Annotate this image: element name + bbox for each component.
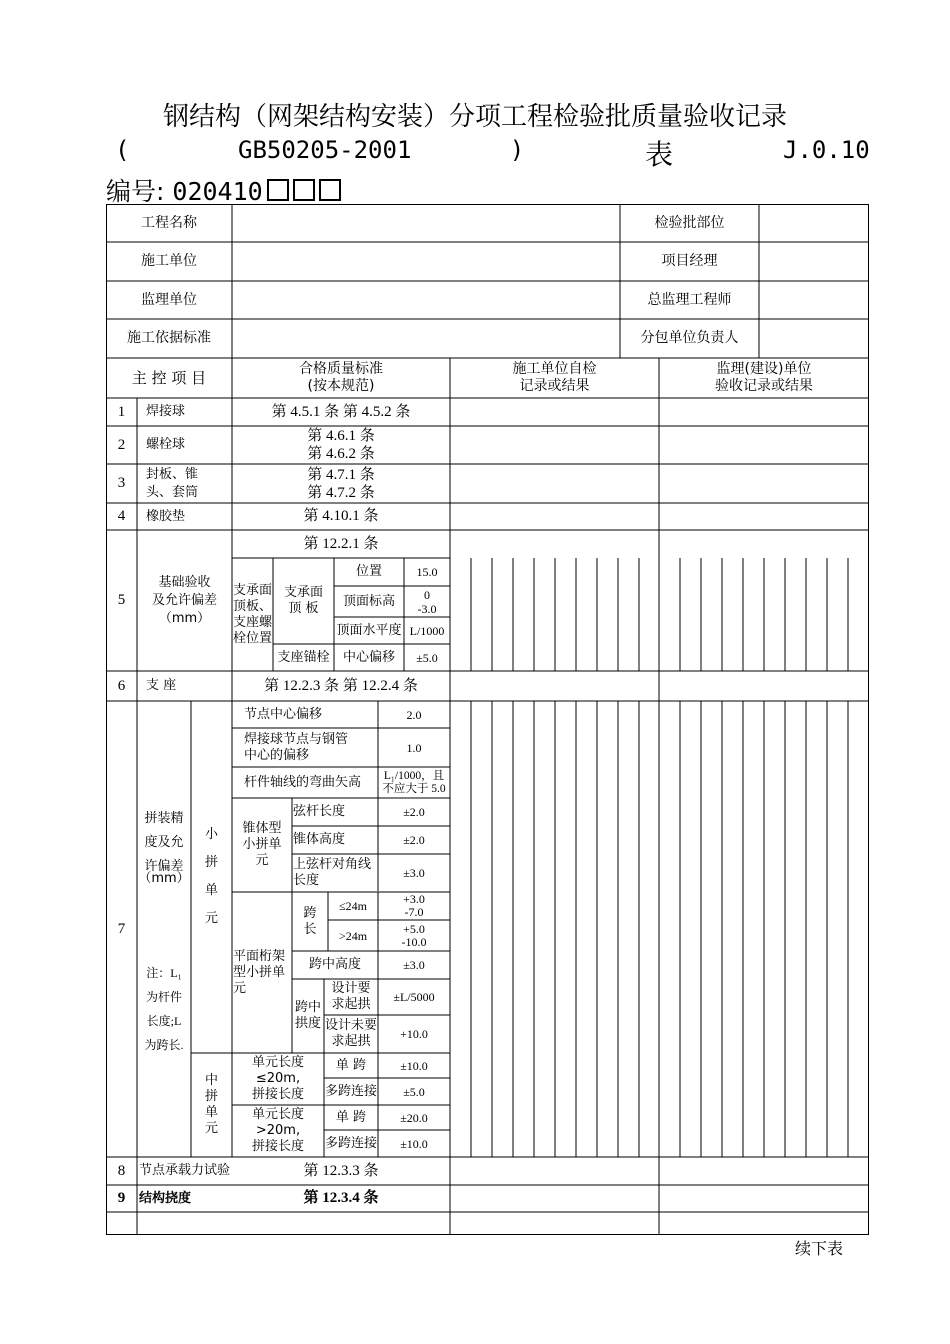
tolerance-value: ±20.0: [400, 1110, 428, 1125]
supervision-header: 监理(建设)单位 验收记录或结果: [715, 361, 813, 394]
check-item-label: 多跨连接: [324, 1083, 377, 1099]
row-number: 9: [117, 1190, 126, 1206]
check-item-label: 单 跨: [335, 1109, 367, 1125]
item-name: 螺栓球: [146, 437, 186, 452]
item-name: 焊接球: [146, 404, 186, 419]
check-item-label: 弦杆长度: [293, 804, 346, 819]
inspection-part-field[interactable]: [760, 205, 868, 242]
project-name-label: 工程名称: [141, 214, 197, 231]
tolerance-value: +10.0: [400, 1027, 428, 1041]
inspection-part-label: 检验批部位: [654, 214, 725, 231]
tolerance-value: +5.0 -10.0: [401, 921, 427, 949]
standard-header: 合格质量标准 (按本规范): [299, 361, 383, 394]
paren-open: (: [118, 136, 128, 164]
chief-engineer-label: 总监理工程师: [647, 291, 732, 308]
tolerance-value: L/1000: [409, 623, 445, 638]
truss-unit-label: 平面桁架 型小拼单 元: [233, 948, 286, 996]
continued-note: 续下表: [795, 1239, 844, 1258]
digit-box[interactable]: [319, 179, 341, 201]
standard-clause: 第 12.2.3 条 第 12.2.4 条: [264, 677, 418, 694]
unit-length-label: 单元长度>20m, 拼接长度: [251, 1107, 304, 1154]
row-number: 4: [117, 508, 126, 524]
tolerance-value: ±L/5000: [393, 990, 435, 1004]
standard-code: GB50205-2001: [238, 136, 412, 164]
paren-close: ): [512, 136, 522, 164]
supervision-unit-field[interactable]: [233, 282, 619, 319]
row-number: 3: [117, 475, 126, 491]
tolerance-value: 1.0: [406, 740, 422, 755]
supervision-unit-label: 监理单位: [141, 291, 197, 308]
check-item-label: ≤24m: [339, 899, 367, 913]
standard-clause: 第 12.3.4 条: [303, 1190, 379, 1206]
item-name: 封板、锥 头、套筒: [146, 466, 199, 500]
check-item-label: 位置: [355, 564, 382, 579]
small-unit-label: 小 拼 单 元: [204, 827, 218, 926]
standard-clause: 第 4.10.1 条: [303, 508, 379, 524]
check-item-label: 跨中高度: [308, 957, 361, 972]
item-name: 支 座: [146, 678, 177, 693]
document-title: 钢结构（网架结构安装）分项工程检验批质量验收记录: [162, 102, 787, 132]
support-plate-label: 支承面 顶 板: [283, 585, 323, 616]
table-number: J.0.10: [783, 136, 870, 164]
project-manager-field[interactable]: [760, 243, 868, 281]
note-text: 注：L₁ 为杆件 长度;L 为跨长.: [144, 966, 184, 1052]
subcontract-head-label: 分包单位负责人: [640, 330, 739, 346]
chief-engineer-field[interactable]: [760, 282, 868, 319]
standard-clause: 第 4.6.1 条 第 4.6.2 条: [307, 428, 375, 462]
check-item-label: 顶面标高: [342, 593, 395, 609]
record-number-value: 020410: [172, 177, 263, 206]
check-item-label: 上弦杆对角线 长度: [293, 857, 372, 888]
tolerance-value: ±10.0: [400, 1136, 428, 1151]
row-number: 7: [117, 920, 126, 937]
item-name: 橡胶垫: [146, 508, 186, 524]
standard-clause: 第 12.3.3 条: [303, 1162, 379, 1179]
record-number: [106, 172, 341, 208]
row-number: 2: [117, 436, 126, 453]
standard-clause: 第 4.5.1 条 第 4.5.2 条: [271, 403, 411, 420]
tolerance-value: 0 -3.0: [417, 587, 437, 616]
record-number-label: 编号:: [106, 177, 165, 206]
tolerance-value: +3.0 -7.0: [403, 892, 425, 919]
tolerance-value: ±5.0: [403, 1084, 425, 1099]
digit-box[interactable]: [267, 179, 289, 201]
check-item-label: 单 跨: [335, 1057, 367, 1073]
tolerance-value: ±2.0: [403, 805, 425, 819]
check-item-label: 节点中心偏移: [244, 706, 323, 722]
row-number: 8: [117, 1162, 126, 1179]
item-name: 节点承载力试验: [138, 1163, 230, 1178]
basis-standard-field[interactable]: [233, 320, 619, 358]
standard-clause: 第 4.7.1 条 第 4.7.2 条: [307, 466, 375, 501]
self-check-header: 施工单位自检 记录或结果: [512, 361, 597, 394]
mid-unit-label: 中 拼 单 元: [204, 1073, 218, 1136]
tolerance-value: ±3.0: [403, 958, 425, 972]
check-item-label: 多跨连接: [324, 1135, 377, 1151]
check-item-label: 设计要 求起拱: [331, 981, 371, 1012]
arch-label: 跨中 拱度: [294, 1000, 321, 1031]
check-item-label: 设计未要 求起拱: [324, 1018, 377, 1049]
span-label: 跨 长: [303, 905, 317, 937]
tolerance-value: ±10.0: [400, 1058, 428, 1073]
tolerance-value: L₁/1000，且 不应大于 5.0: [382, 769, 446, 795]
tolerance-value: 2.0: [406, 707, 422, 722]
standard-clause: 第 12.2.1 条: [303, 535, 379, 552]
row-number: 5: [117, 592, 126, 608]
check-item-label: 杆件轴线的弯曲矢高: [244, 774, 362, 790]
table-word: 表: [645, 138, 674, 171]
anchor-bolt-label: 支座锚栓: [277, 649, 330, 665]
tolerance-value: ±2.0: [403, 833, 425, 847]
item-name: 基础验收 及允许偏差 （mm）: [151, 574, 217, 626]
check-item-label: 焊接球节点与钢管 中心的偏移: [244, 731, 349, 763]
tolerance-value: ±5.0: [416, 650, 438, 665]
check-item-label: 中心偏移: [342, 649, 395, 665]
cone-unit-label: 锥体型 小拼单 元: [242, 821, 282, 868]
support-group-label: 支承面 顶板、 支座螺 栓位置: [232, 582, 272, 646]
check-item-label: 顶面水平度: [336, 622, 402, 638]
item-name: 结构挠度: [139, 1190, 192, 1206]
construction-unit-label: 施工单位: [141, 253, 197, 269]
check-item-label: 锥体高度: [293, 832, 346, 847]
tolerance-value: ±3.0: [403, 866, 425, 880]
item-name: 拼装精 度及允 许偏差 （mm）: [138, 811, 190, 886]
basis-standard-label: 施工依据标准: [127, 330, 211, 346]
digit-box[interactable]: [293, 179, 315, 201]
main-items-header: 主 控 项 目: [131, 368, 207, 387]
check-item-label: >24m: [338, 928, 368, 943]
row-number: 6: [117, 677, 126, 694]
row-number: 1: [117, 403, 126, 420]
inspection-table: [106, 204, 869, 1235]
subcontract-head-field[interactable]: [760, 320, 868, 358]
construction-unit-field[interactable]: [233, 243, 619, 281]
tolerance-value: 15.0: [416, 565, 438, 579]
unit-length-label: 单元长度≤20m, 拼接长度: [251, 1055, 304, 1102]
project-manager-label: 项目经理: [661, 253, 718, 269]
project-name-field[interactable]: [233, 205, 619, 242]
